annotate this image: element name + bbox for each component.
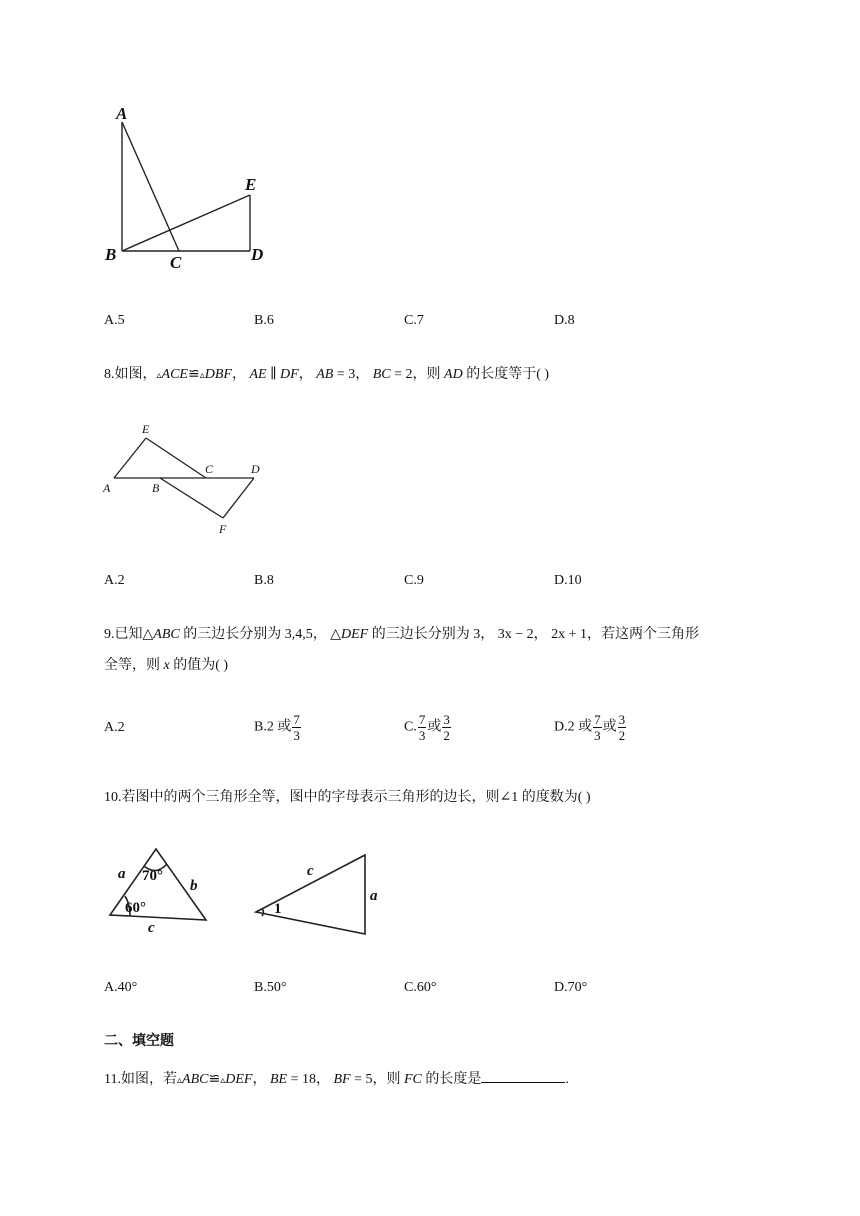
q8-option-c: C.9 [404,573,424,588]
q7-option-c: C.7 [404,313,424,328]
segment-fd [223,478,254,518]
q7-option-d: D.8 [554,313,575,328]
label-e: E [142,422,150,436]
question-9-line-1: 9.已知△ABC 的三边长分别为 3,4,5， △DEF 的三边长分别为 3， 3x − 2， 2x + 1，若这两个三角形 [104,627,700,642]
label-f: F [219,522,227,536]
segment-ac [122,122,179,251]
q8-option-a: A.2 [104,573,125,588]
label-d: D [251,245,264,264]
q9-option-b: B.2 或 $\frac{7}{3}$ [254,712,300,743]
q7-option-b: B.6 [254,313,274,328]
label-b: B [152,481,160,495]
segment-be [122,195,250,251]
label-side-c-right: c [307,863,314,879]
q9-option-a: A.2 [104,720,125,735]
figure-q10 [100,840,390,945]
question-10: 10.若图中的两个三角形全等，图中的字母表示三角形的边长，则∠1 的度数为( ) [104,790,591,805]
label-side-a-right: a [370,888,378,904]
label-d: D [251,462,260,476]
q9-option-c: C. $\frac{7}{3}$ 或 $\frac{3}{2}$ [404,712,450,743]
answer-blank[interactable] [481,1068,565,1083]
label-angle-60: 60° [125,900,146,916]
segment-ec [146,438,206,478]
label-a: A [103,481,111,495]
label-angle-1: 1 [274,901,282,917]
section-title: 二、填空题 [104,1032,174,1048]
label-a: A [116,104,128,123]
label-e: E [245,175,257,194]
segment-bf [160,478,223,518]
segment-ae [114,438,146,478]
q10-option-a: A.40° [104,980,138,995]
label-c: C [170,253,182,272]
label-c: C [205,462,214,476]
question-9-line-2: 全等，则 x 的值为( ) [104,658,229,673]
q8-option-b: B.8 [254,573,274,588]
label-side-a: a [118,866,126,882]
label-angle-70: 70° [142,868,163,884]
label-b: B [105,245,117,264]
q9-option-d: D.2 或 $\frac{7}{3}$ 或 $\frac{3}{2}$ [554,712,626,743]
q8-option-d: D.10 [554,573,582,588]
q10-option-d: D.70° [554,980,588,995]
q10-option-c: C.60° [404,980,437,995]
figure-q7 [100,100,280,275]
label-side-c: c [148,920,155,936]
question-11: 11.如图，若▵ABC≌▵DEF， BE = 18， BF = 5，则 FC 的长度是 . [104,1068,569,1091]
q7-option-a: A.5 [104,313,125,328]
q10-option-b: B.50° [254,980,287,995]
figure-q8 [100,418,280,548]
label-side-b: b [190,878,198,894]
question-8: 8.如图，▵ACE≌▵DBF， AE ∥ DF， AB = 3， BC = 2，则 AD 的长度等于( ) [104,367,550,382]
